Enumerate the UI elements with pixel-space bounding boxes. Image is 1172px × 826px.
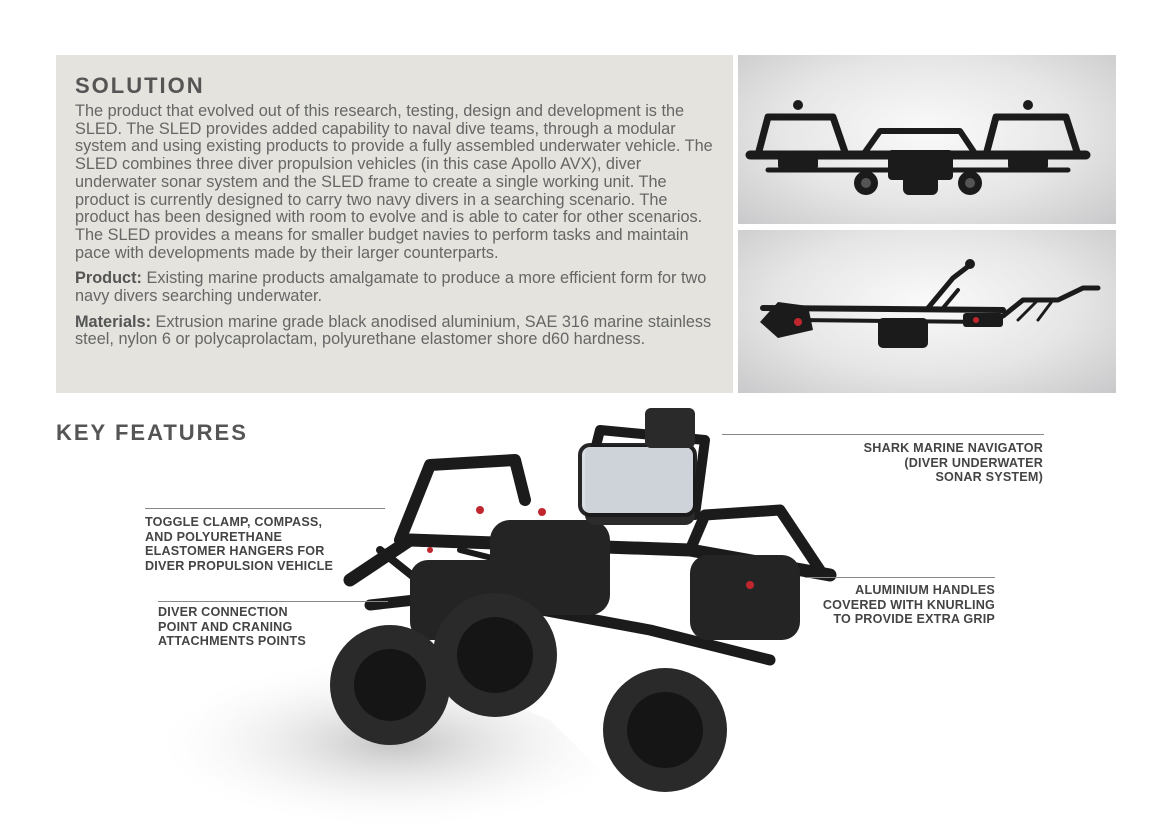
solution-body: The product that evolved out of this research, testing, design and development is the SLED. The SLED provides added capability to naval dive teams, through a modular system and using existing products to provide a fully assembled underwater vehicle. The SLED combines three diver propulsion vehicles (in this case Apollo AVX), diver underwater sonar system and the SLED frame to create a single working unit. The product is currently designed to carry two navy divers in a searching scenario. The product has been designed with room to evolve and is able to cater for other scenarios. The SLED provides a means for smaller budget navies to perform tasks and maintain pace with developments made by their larger counterparts. bbox=[75, 102, 713, 262]
product-text: Existing marine products amalgamate to produce a more efficient form for two navy divers searching underwater. bbox=[75, 269, 707, 306]
solution-panel bbox=[56, 55, 733, 393]
materials-paragraph bbox=[75, 314, 715, 349]
sled-top-view-image bbox=[738, 55, 1116, 224]
sled-top-view-drawing bbox=[738, 55, 1116, 224]
sonar-top-mount bbox=[645, 408, 695, 448]
leader-line-shark bbox=[722, 434, 1044, 435]
sled-side-view-image bbox=[738, 230, 1116, 393]
solution-title: SOLUTION bbox=[75, 73, 205, 98]
sonar-screen bbox=[580, 445, 695, 515]
leader-line-handles bbox=[805, 577, 995, 578]
product-paragraph bbox=[75, 270, 715, 305]
leader-line-diver bbox=[158, 601, 388, 602]
materials-text: Extrusion marine grade black anodised aluminium, SAE 316 marine stainless steel, nylon 6 or polycaprolactam, polyurethane elastomer shore d60 hardness. bbox=[75, 312, 712, 349]
product-label: Product: bbox=[75, 269, 142, 288]
callout-diver-connection: DIVER CONNECTION POINT AND CRANING ATTACHMENTS POINTS bbox=[158, 605, 306, 648]
materials-label: Materials: bbox=[75, 312, 152, 331]
callout-toggle-clamp: TOGGLE CLAMP, COMPASS, AND POLYURETHANE ELASTOMER HANGERS FOR DIVER PROPULSION VEHICLE bbox=[145, 515, 334, 573]
leader-line-toggle bbox=[145, 508, 385, 509]
callout-shark-navigator: SHARK MARINE NAVIGATOR (DIVER UNDERWATER SONAR SYSTEM) bbox=[863, 441, 1043, 484]
key-features-title: KEY FEATURES bbox=[56, 420, 248, 445]
callout-aluminium-handles: ALUMINIUM HANDLES COVERED WITH KNURLING TO PROVIDE EXTRA GRIP bbox=[822, 583, 995, 626]
sled-side-view-drawing bbox=[738, 230, 1116, 393]
